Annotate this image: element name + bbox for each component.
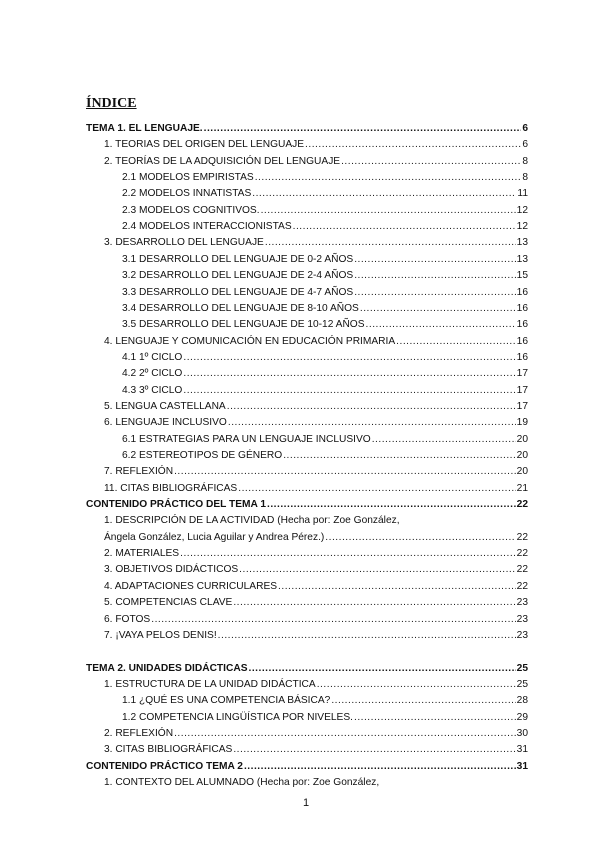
dot-leader xyxy=(317,678,516,691)
toc-entry-label: 1. TEORIAS DEL ORIGEN DEL LENGUAJE xyxy=(104,139,305,151)
dot-leader xyxy=(265,236,516,249)
dot-leader xyxy=(360,302,516,315)
toc-page-number: 22 xyxy=(516,531,528,543)
dot-leader xyxy=(183,351,515,364)
toc-entry[interactable] xyxy=(104,138,528,151)
dot-leader xyxy=(278,580,516,593)
dot-leader xyxy=(354,253,515,266)
page-number: 1 xyxy=(302,797,310,809)
toc-entry[interactable] xyxy=(122,367,528,380)
toc-entry-label: 2.1 MODELOS EMPIRISTAS xyxy=(122,172,254,184)
toc-entry[interactable] xyxy=(122,286,528,299)
toc-entry[interactable] xyxy=(122,302,528,315)
dot-leader xyxy=(180,547,516,560)
toc-entry-label: 2.2 MODELOS INNATISTAS xyxy=(122,188,252,200)
toc-page-number: 21 xyxy=(516,482,528,494)
toc-entry[interactable] xyxy=(122,694,528,707)
toc-page-number: 25 xyxy=(516,662,528,674)
toc-page-number: 6 xyxy=(522,139,528,151)
toc-entry-label: 3. OBJETIVOS DIDÁCTICOS xyxy=(104,564,239,576)
dot-leader xyxy=(372,433,516,446)
toc-page-number: 16 xyxy=(516,319,528,331)
toc-entry-label: 7. REFLEXIÓN xyxy=(104,466,174,478)
toc-entry[interactable] xyxy=(104,580,528,593)
toc-entry-label: 1. ESTRUCTURA DE LA UNIDAD DIDÁCTICA xyxy=(104,678,316,690)
toc-page-number: 13 xyxy=(516,237,528,249)
toc-entry[interactable] xyxy=(104,613,528,626)
dot-leader xyxy=(366,318,516,331)
toc-entry[interactable] xyxy=(104,335,528,348)
dot-leader xyxy=(354,711,516,724)
toc-entry[interactable] xyxy=(122,384,528,397)
toc-section-heading[interactable] xyxy=(86,498,528,511)
toc-page-number: 11 xyxy=(517,188,528,200)
dot-leader xyxy=(293,220,516,233)
toc-entry-label: 4.1 1º CICLO xyxy=(122,351,183,363)
toc-page-number: 8 xyxy=(522,172,528,184)
toc-page-number: 16 xyxy=(516,351,528,363)
dot-leader xyxy=(151,613,515,626)
toc-entry[interactable] xyxy=(104,596,528,609)
dot-leader xyxy=(354,269,515,282)
toc-page-number: 22 xyxy=(516,548,528,560)
toc-page-number: 19 xyxy=(516,417,528,429)
toc-page-number: 31 xyxy=(516,744,528,756)
toc-page-number: 23 xyxy=(516,613,528,625)
toc-page-number: 16 xyxy=(516,286,528,298)
toc-page-number: 6 xyxy=(522,123,528,134)
dot-leader xyxy=(174,465,516,478)
dot-leader xyxy=(239,563,515,576)
toc-entry[interactable] xyxy=(104,727,528,740)
dot-leader xyxy=(228,416,516,429)
toc-page-number: 15 xyxy=(516,270,528,282)
toc-entry-label: TEMA 2. UNIDADES DIDÁCTICAS xyxy=(86,662,248,674)
dot-leader xyxy=(396,335,516,348)
toc-entry[interactable] xyxy=(104,482,528,495)
toc-entry-label: 6.2 ESTEREOTIPOS DE GÉNERO xyxy=(122,450,283,461)
toc-entry[interactable] xyxy=(122,269,528,282)
toc-entry-label: 6.1 ESTRATEGIAS PARA UN LENGUAJE INCLUSIVO xyxy=(122,433,371,445)
toc-entry[interactable] xyxy=(104,155,528,168)
dot-leader xyxy=(218,629,516,642)
toc-entry-label: 7. ¡VAYA PELOS DENIS! xyxy=(104,629,217,641)
toc-page-number: 12 xyxy=(516,204,528,216)
dot-leader xyxy=(283,449,515,462)
toc-page-number: 22 xyxy=(516,564,528,576)
toc-page-number: 20 xyxy=(516,433,528,445)
toc-entry-label: 2. REFLEXIÓN xyxy=(104,727,174,739)
toc-entry-label: 4.3 3º CICLO xyxy=(122,384,183,396)
dot-leader xyxy=(341,155,521,168)
toc-entry-label: Ángela González, Lucia Aguilar y Andrea Pérez.) xyxy=(104,531,325,543)
toc-page-number: 23 xyxy=(516,597,528,609)
toc-entry[interactable] xyxy=(104,531,528,544)
toc-entry[interactable] xyxy=(104,465,528,478)
toc-entry-label: 11. CITAS BIBLIOGRÁFICAS xyxy=(104,482,238,494)
dot-leader xyxy=(252,187,516,200)
toc-page-number: 12 xyxy=(516,221,528,233)
dot-leader xyxy=(305,138,521,151)
toc-entry[interactable] xyxy=(104,678,528,691)
toc-entry-label: 3.1 DESARROLLO DEL LENGUAJE DE 0-2 AÑOS xyxy=(122,253,354,265)
toc-entry-label: 3.3 DESARROLLO DEL LENGUAJE DE 4-7 AÑOS xyxy=(122,286,354,298)
dot-leader xyxy=(183,384,515,397)
dot-leader xyxy=(331,694,515,707)
toc-page-number: 29 xyxy=(516,711,528,723)
toc-entry[interactable] xyxy=(104,416,528,429)
toc-page-number: 23 xyxy=(516,629,528,641)
toc-page-number: 13 xyxy=(516,253,528,265)
toc-entry-label: TEMA 1. EL LENGUAJE. xyxy=(86,123,203,134)
dot-leader xyxy=(183,367,515,380)
toc-page-number: 17 xyxy=(516,384,528,396)
toc-section-heading[interactable] xyxy=(86,662,528,675)
toc-entry-label: 2.4 MODELOS INTERACCIONISTAS xyxy=(122,221,292,233)
toc-entry-label: 5. COMPETENCIAS CLAVE xyxy=(104,597,233,609)
toc-entry-label: 3. DESARROLLO DEL LENGUAJE xyxy=(104,237,264,249)
toc-page-number: 30 xyxy=(516,727,528,739)
toc-entry-label: 2.3 MODELOS COGNITIVOS. xyxy=(122,204,260,216)
toc-entry[interactable] xyxy=(122,187,528,200)
toc-entry-label: 3. CITAS BIBLIOGRÁFICAS xyxy=(104,744,233,756)
toc-page-number: 22 xyxy=(516,499,528,511)
toc-entry[interactable] xyxy=(122,351,528,364)
toc-page-number: 31 xyxy=(516,760,528,772)
index-title: ÍNDICE xyxy=(86,96,137,111)
dot-leader xyxy=(244,760,516,773)
toc-entry[interactable] xyxy=(104,547,528,560)
toc-page-number: 8 xyxy=(522,155,528,167)
toc-page-number: 20 xyxy=(516,450,528,461)
toc-entry-label: 5. LENGUA CASTELLANA xyxy=(104,400,226,412)
toc-entry[interactable] xyxy=(104,629,528,642)
dot-leader xyxy=(325,531,515,544)
dot-leader xyxy=(255,171,522,184)
toc-entry[interactable] xyxy=(122,449,528,462)
toc-page-number: 25 xyxy=(516,678,528,690)
toc-entry-label: 6. LENGUAJE INCLUSIVO xyxy=(104,417,227,429)
toc-page-number: 28 xyxy=(516,695,528,707)
dot-leader xyxy=(261,204,516,217)
toc-entry[interactable] xyxy=(104,236,528,249)
toc-section-heading[interactable] xyxy=(86,122,528,135)
toc-entry-label: 2. MATERIALES xyxy=(104,548,180,560)
dot-leader xyxy=(249,662,516,675)
dot-leader xyxy=(233,596,515,609)
toc-entry-label: 2. TEORÍAS DE LA ADQUISICIÓN DEL LENGUAJE xyxy=(104,155,341,167)
toc-entry-label: CONTENIDO PRÁCTICO TEMA 2 xyxy=(86,760,243,772)
dot-leader xyxy=(267,498,516,511)
toc-entry-continued[interactable]: 1. CONTEXTO DEL ALUMNADO (Hecha por: Zoe González, xyxy=(104,777,380,788)
toc-page-number: 17 xyxy=(516,400,528,412)
toc-entry[interactable] xyxy=(122,253,528,266)
toc-entry[interactable] xyxy=(104,743,528,756)
toc-entry-label: 3.2 DESARROLLO DEL LENGUAJE DE 2-4 AÑOS xyxy=(122,270,354,282)
toc-page-number: 16 xyxy=(516,335,528,347)
toc-entry-label: 4. ADAPTACIONES CURRICULARES xyxy=(104,580,278,592)
dot-leader xyxy=(174,727,516,740)
toc-entry-label: 1.2 COMPETENCIA LINGÜÍSTICA POR NIVELES. xyxy=(122,711,353,723)
dot-leader xyxy=(227,400,516,413)
dot-leader xyxy=(204,122,522,135)
toc-entry[interactable] xyxy=(122,433,528,446)
toc-entry[interactable] xyxy=(104,563,528,576)
toc-entry-label: 1.1 ¿QUÉ ES UNA COMPETENCIA BÁSICA? xyxy=(122,695,331,707)
toc-page-number: 20 xyxy=(516,466,528,478)
toc-entry[interactable] xyxy=(122,171,528,184)
toc-entry-label: 3.5 DESARROLLO DEL LENGUAJE DE 10-12 AÑOS xyxy=(122,319,365,331)
toc-entry-label: 4.2 2º CICLO xyxy=(122,368,183,380)
toc-entry[interactable] xyxy=(122,711,528,724)
dot-leader xyxy=(354,286,515,299)
toc-section-heading[interactable] xyxy=(86,760,528,773)
toc-page-number: 17 xyxy=(516,368,528,380)
toc-entry[interactable] xyxy=(122,204,528,217)
toc-entry-label: 4. LENGUAJE Y COMUNICACIÓN EN EDUCACIÓN PRIMARIA xyxy=(104,335,396,347)
toc-entry-label: CONTENIDO PRÁCTICO DEL TEMA 1 xyxy=(86,499,266,511)
toc-page-number: 16 xyxy=(516,302,528,314)
toc-entry[interactable] xyxy=(104,400,528,413)
toc-entry-line1[interactable]: 1. DESCRIPCIÓN DE LA ACTIVIDAD (Hecha por: Zoe González, xyxy=(104,515,400,527)
toc-page-number: 22 xyxy=(516,580,528,592)
toc-entry-label: 6. FOTOS xyxy=(104,613,151,625)
dot-leader xyxy=(233,743,515,756)
toc-entry-label: 3.4 DESARROLLO DEL LENGUAJE DE 8-10 AÑOS xyxy=(122,302,359,314)
toc-entry[interactable] xyxy=(122,318,528,331)
toc-entry[interactable] xyxy=(122,220,528,233)
dot-leader xyxy=(238,482,515,495)
